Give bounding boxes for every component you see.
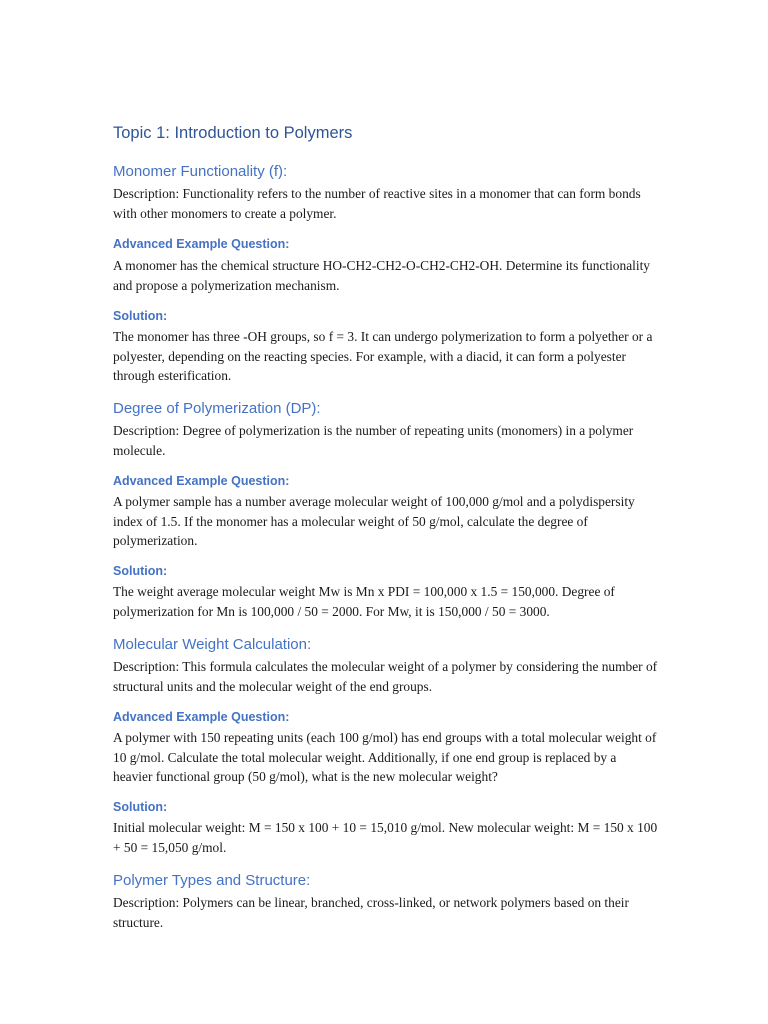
section-description: Description: Degree of polymerization is the number of repeating units (monomers) in a polymer molecule. xyxy=(113,423,634,458)
solution-text: The monomer has three -OH groups, so f = 3. It can undergo polymerization to form a polyether or a polyester, depending on the reacting species. For example, with a diacid, it can form a polyester through esterification. xyxy=(113,329,653,383)
question-label: Advanced Example Question: xyxy=(113,474,290,488)
question-text: A polymer sample has a number average molecular weight of 100,000 g/mol and a polydispersity index of 1.5. If the monomer has a molecular weight of 50 g/mol, calculate the degree of polymerization. xyxy=(113,494,635,548)
solution-label: Solution: xyxy=(113,800,168,814)
question-text: A monomer has the chemical structure HO-CH2-CH2-O-CH2-CH2-OH. Determine its functionality and propose a polymerization mechanism. xyxy=(113,258,650,293)
solution-label: Solution: xyxy=(113,564,168,578)
solution-label: Solution: xyxy=(113,309,168,323)
solution-text: Initial molecular weight: M = 150 x 100 + 10 = 15,010 g/mol. New molecular weight: M = 150 x 100 + 50 = 15,050 g/mol. xyxy=(113,820,658,855)
section-heading-degree-of-polymerization: Degree of Polymerization (DP): xyxy=(113,400,321,417)
section-heading-monomer-functionality: Monomer Functionality (f): xyxy=(113,163,288,180)
solution-text: The weight average molecular weight Mw is Mn x PDI = 100,000 x 1.5 = 150,000. Degree of polymerization for Mn is 100,000 / 50 = 2000. For Mw, it is 150,000 / 50 = 3000. xyxy=(113,584,615,619)
section-description: Description: Functionality refers to the number of reactive sites in a monomer that can form bonds with other monomers to create a polymer. xyxy=(113,186,641,221)
section-description: Description: Polymers can be linear, branched, cross-linked, or network polymers based on their structure. xyxy=(113,895,629,930)
question-label: Advanced Example Question: xyxy=(113,710,290,724)
section-description: Description: This formula calculates the molecular weight of a polymer by considering the number of structural units and the molecular weight of the end groups. xyxy=(113,659,658,694)
question-label: Advanced Example Question: xyxy=(113,237,290,251)
section-heading-polymer-types-and-structure: Polymer Types and Structure: xyxy=(113,872,311,889)
question-text: A polymer with 150 repeating units (each 100 g/mol) has end groups with a total molecular weight of 10 g/mol. Calculate the total molecular weight. Additionally, if one end group is replaced by a heavier functional group (50 g/mol), what is the new molecular weight? xyxy=(113,730,657,784)
section-heading-molecular-weight-calculation: Molecular Weight Calculation: xyxy=(113,636,312,653)
page-title: Topic 1: Introduction to Polymers xyxy=(113,124,353,142)
